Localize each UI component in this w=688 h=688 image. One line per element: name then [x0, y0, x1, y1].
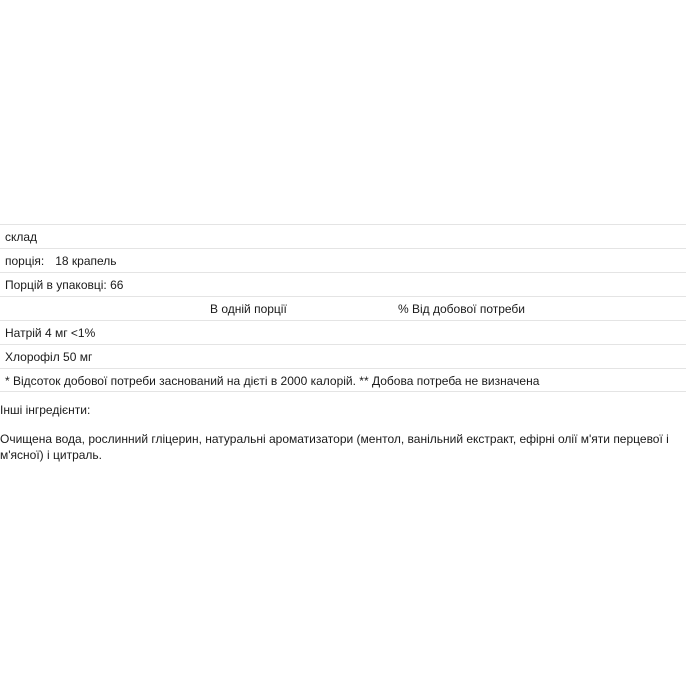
nutrient-row-chlorophyll: [0, 344, 686, 368]
other-ingredients-title: Інші інгредієнти:: [0, 403, 91, 417]
servings-per-container-row: [0, 272, 686, 296]
column-header-row: [0, 296, 686, 320]
column-header-daily-value: % Від добової потреби: [398, 302, 526, 316]
footnote-row: [0, 368, 686, 392]
facts-title-row: [0, 224, 686, 248]
nutrient-sodium: Натрій 4 мг <1%: [5, 326, 96, 340]
other-ingredients-section: [0, 402, 686, 463]
supplement-facts-table: [0, 224, 686, 392]
nutrient-chlorophyll: Хлорофіл 50 мг: [5, 350, 93, 364]
serving-size-row: [0, 248, 686, 272]
column-header-per-serving: В одній порції: [210, 302, 287, 316]
supplement-facts-panel: [0, 224, 686, 463]
other-ingredients-text: Очищена вода, рослинний гліцерин, натуральні ароматизатори (ментол, ванільний екстракт, ефірні олії м'яти перцевої і м'ясної) і цитраль.: [0, 432, 669, 462]
facts-title: склад: [5, 230, 38, 244]
facts-footnote: * Відсоток добової потреби заснований на дієті в 2000 калорій. ** Добова потреба не визначена: [5, 374, 540, 388]
nutrient-row-sodium: [0, 320, 686, 344]
serving-size-label: порція:: [5, 254, 45, 268]
servings-per-container: Порцій в упаковці: 66: [5, 278, 124, 292]
serving-size-value: 18 крапель: [55, 254, 117, 268]
